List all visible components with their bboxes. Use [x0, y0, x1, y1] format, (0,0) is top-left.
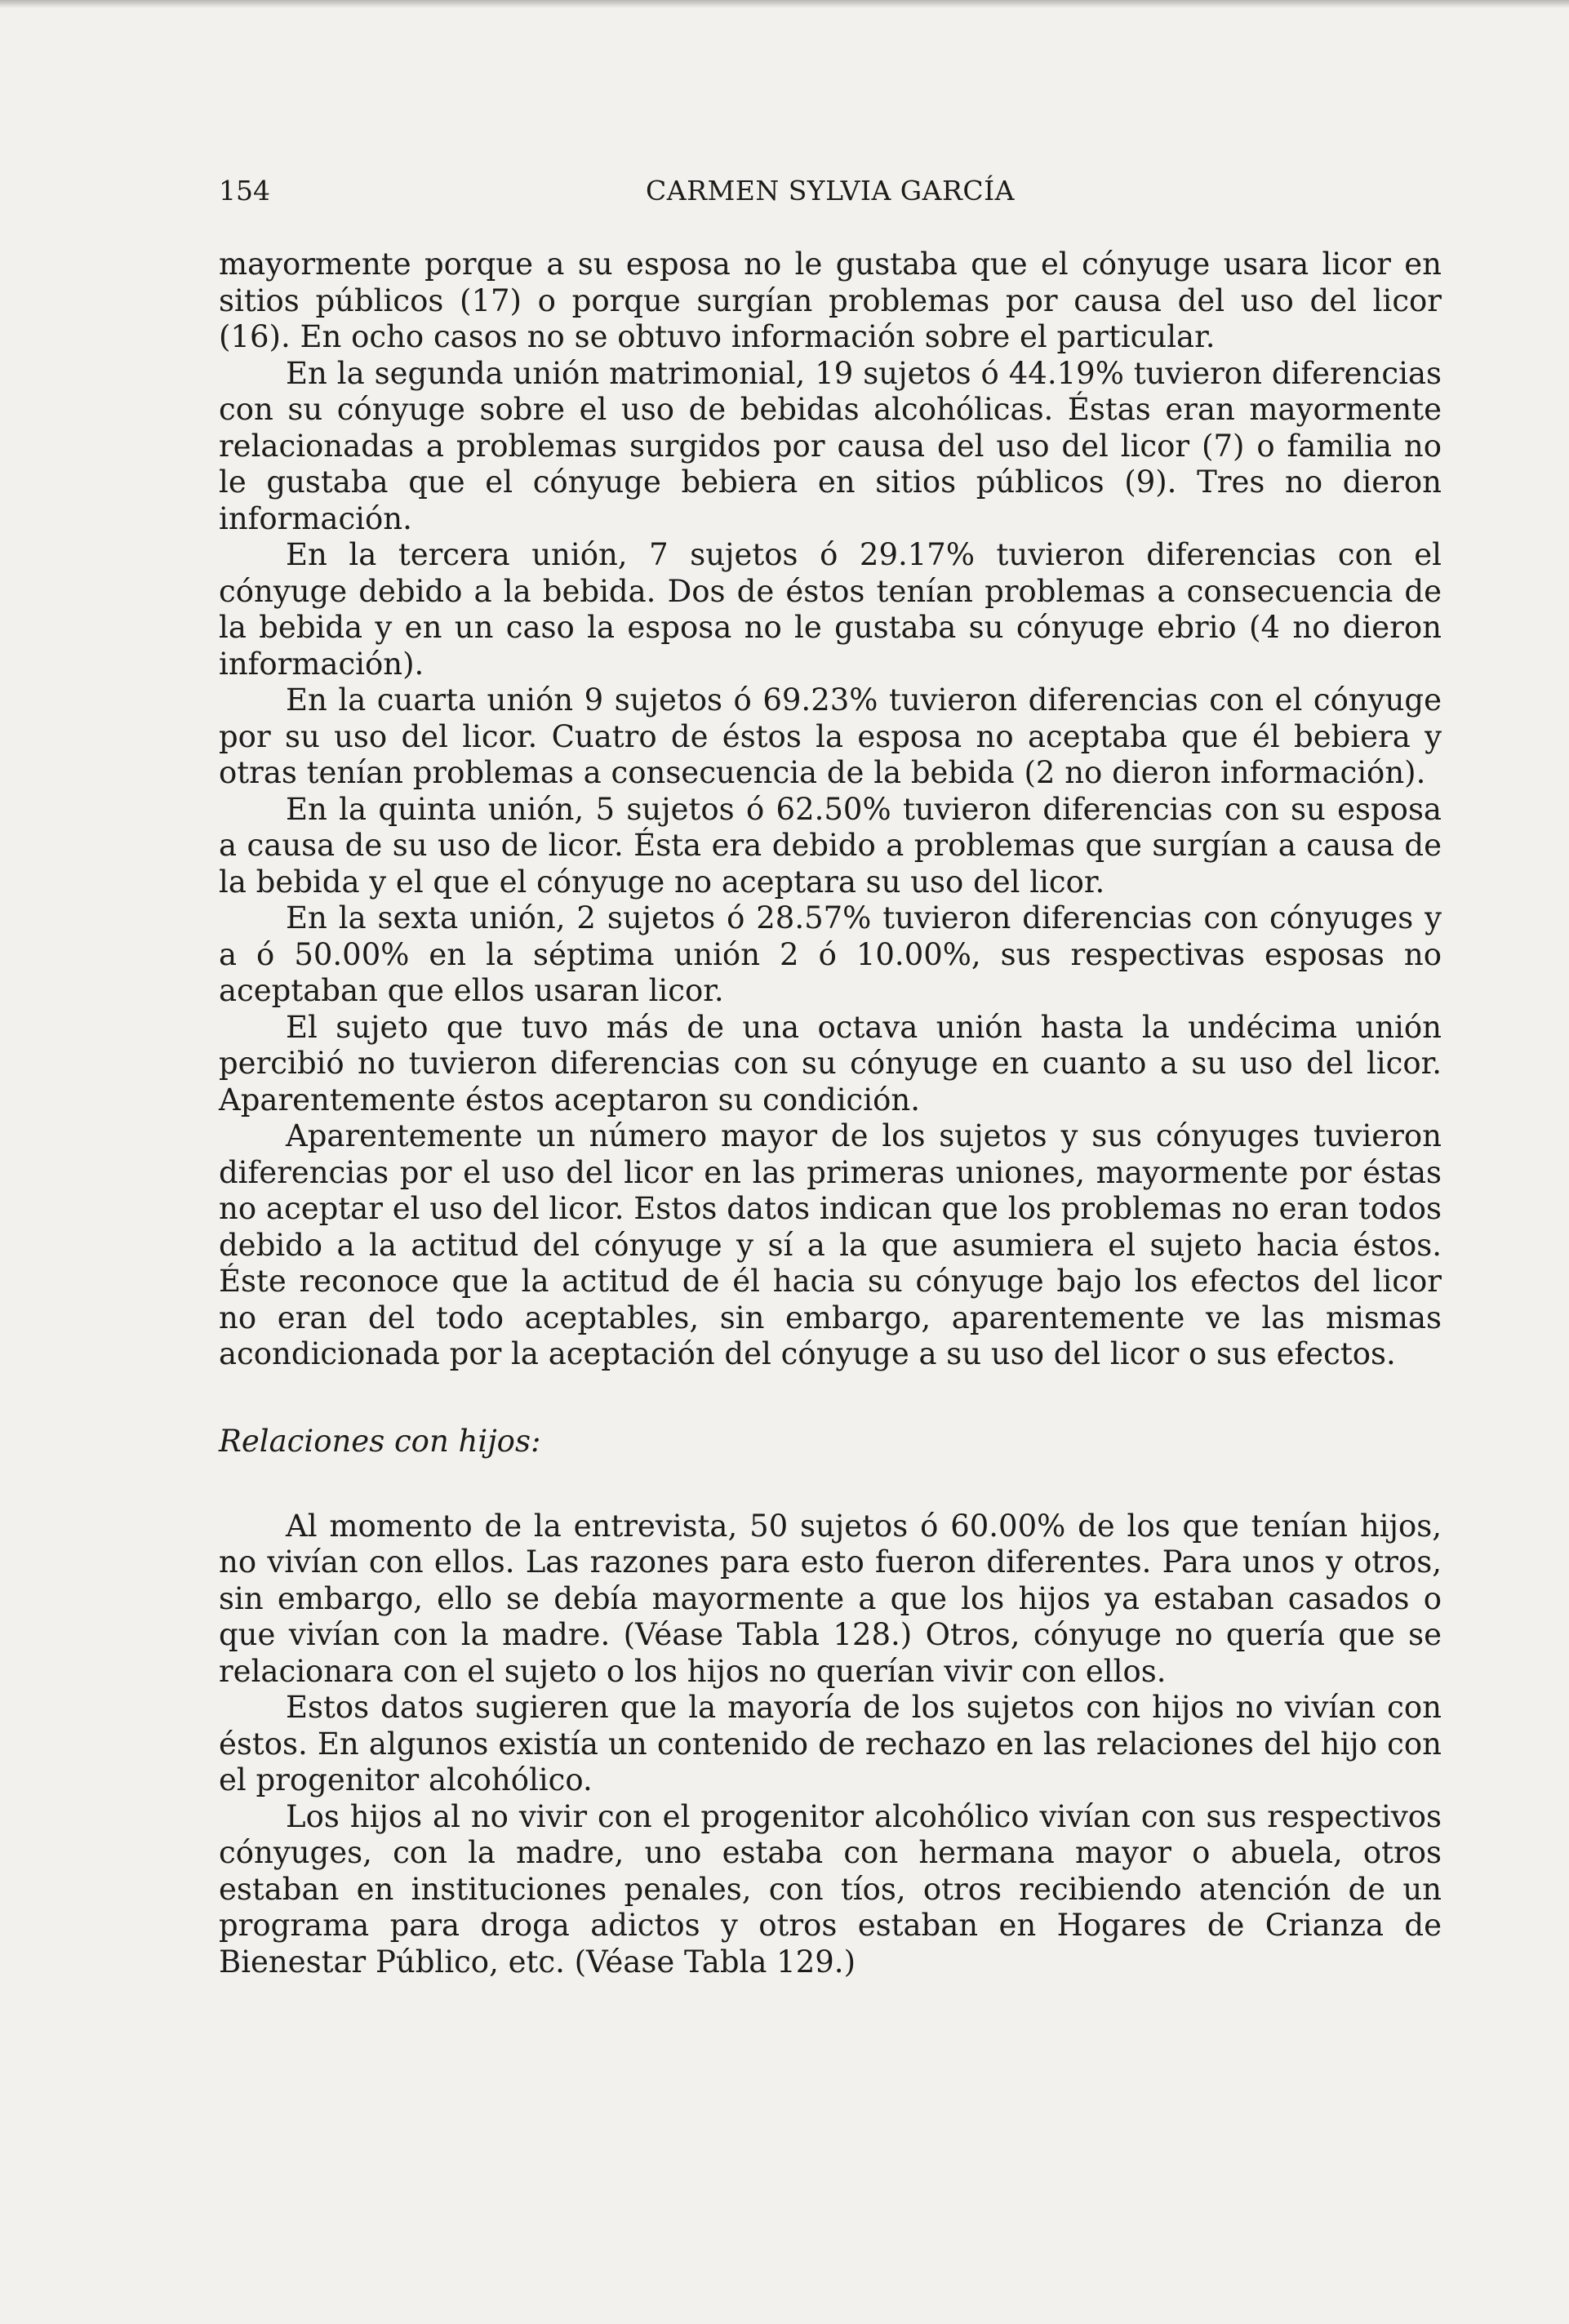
paragraph: mayormente porque a su esposa no le gustaba que el cónyuge usara licor en sitios públicos (17) o porque surgían problemas por causa del uso del licor (16). En ocho casos no se obtuvo información sobre el particular. [219, 247, 1442, 354]
paragraph: En la cuarta unión 9 sujetos ó 69.23% tuvieron diferencias con el cónyuge por su uso del licor. Cuatro de éstos la esposa no aceptaba que él bebiera y otras tenían problemas a consecuencia de la bebida (2 no dieron información). [219, 682, 1442, 790]
section-heading: Relaciones con hijos: [219, 1423, 541, 1459]
running-title: CARMEN SYLVIA GARCÍA [646, 175, 1015, 207]
body-text [219, 247, 1442, 1980]
paragraph: Estos datos sugieren que la mayoría de los sujetos con hijos no vivían con éstos. En algunos existía un contenido de rechazo en las relaciones del hijo con el progenitor alcohólico. [219, 1690, 1442, 1797]
page-top-edge [0, 0, 1569, 8]
page-number: 154 [219, 175, 270, 207]
page-content [219, 171, 1442, 1980]
paragraph: En la segunda unión matrimonial, 19 sujetos ó 44.19% tuvieron diferencias con su cónyuge sobre el uso de bebidas alcohólicas. Éstas eran mayormente relacionadas a problemas surgidos por causa del uso del licor (7) o familia no le gustaba que el cónyuge bebiera en sitios públicos (9). Tres no dieron información. [219, 355, 1442, 536]
paragraph: El sujeto que tuvo más de una octava unión hasta la undécima unión percibió no tuvieron diferencias con su cónyuge en cuanto a su uso del licor. Aparentemente éstos aceptaron su condición. [219, 1009, 1442, 1118]
paragraph: Al momento de la entrevista, 50 sujetos ó 60.00% de los que tenían hijos, no vivían con ellos. Las razones para esto fueron diferentes. Para unos y otros, sin embargo, ello se debía mayormente a que los hijos ya estaban casados o que vivían con la madre. (Véase Tabla 128.) Otros, cónyuge no quería que se relacionara con el sujeto o los hijos no querían vivir con ellos. [219, 1508, 1442, 1689]
running-head [219, 171, 1442, 211]
paragraph: En la sexta unión, 2 sujetos ó 28.57% tuvieron diferencias con cónyuges y a ó 50.00% en la séptima unión 2 ó 10.00%, sus respectivas esposas no aceptaban que ellos usaran licor. [219, 900, 1442, 1008]
paragraph: En la quinta unión, 5 sujetos ó 62.50% tuvieron diferencias con su esposa a causa de su uso de licor. Ésta era debido a problemas que surgían a causa de la bebida y el que el cónyuge no aceptara su uso del licor. [219, 791, 1442, 900]
paragraph: En la tercera unión, 7 sujetos ó 29.17% tuvieron diferencias con el cónyuge debido a la bebida. Dos de éstos tenían problemas a consecuencia de la bebida y en un caso la esposa no le gustaba su cónyuge ebrio (4 no dieron información). [219, 537, 1442, 682]
paragraph: Aparentemente un número mayor de los sujetos y sus cónyuges tuvieron diferencias por el uso del licor en las primeras uniones, mayormente por éstas no aceptar el uso del licor. Estos datos indican que los problemas no eran todos debido a la actitud del cónyuge y sí a la que asumiera el sujeto hacia éstos. Éste reconoce que la actitud de él hacia su cónyuge bajo los efectos del licor no eran del todo aceptables, sin embargo, aparentemente ve las mismas acondicionada por la aceptación del cónyuge a su uso del licor o sus efectos. [219, 1118, 1442, 1371]
paragraph: Los hijos al no vivir con el progenitor alcohólico vivían con sus respectivos cónyuges, con la madre, uno estaba con hermana mayor o abuela, otros estaban en instituciones penales, con tíos, otros recibiendo atención de un programa para droga adictos y otros estaban en Hogares de Crianza de Bienestar Público, etc. (Véase Tabla 129.) [219, 1798, 1442, 1980]
